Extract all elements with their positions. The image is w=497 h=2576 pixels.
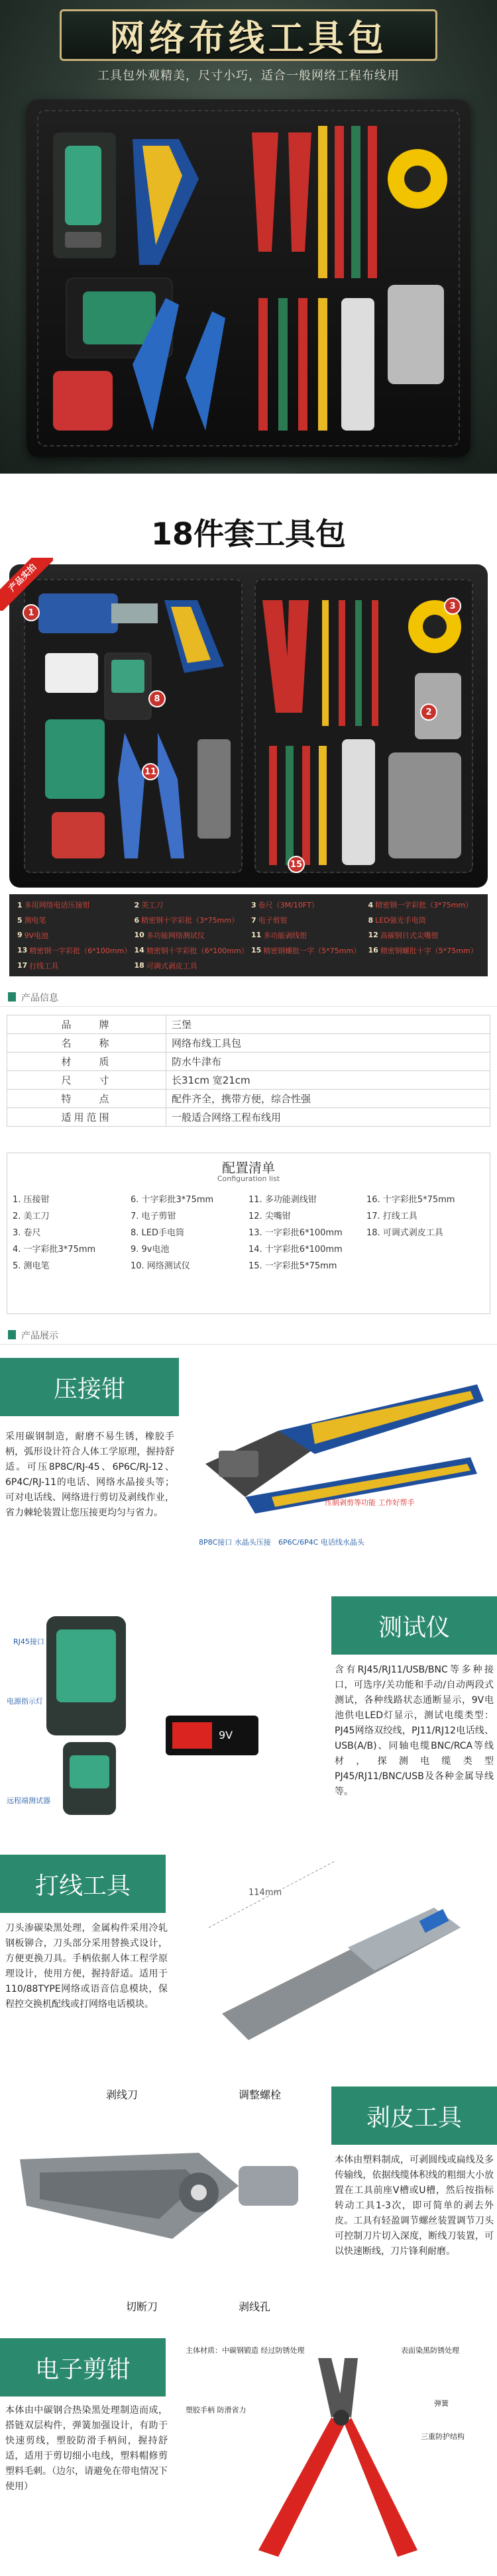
section-header-info — [0, 987, 497, 1007]
info-value: 网络布线工具包 — [166, 1034, 490, 1053]
info-key: 品 牌 — [7, 1015, 166, 1034]
kit-marker-1: 1 — [23, 604, 40, 621]
legend-label: 测电笔 — [24, 916, 46, 925]
stripper-illustration — [0, 2073, 325, 2325]
cutter-panel — [0, 2332, 497, 2576]
legend-number: 18 — [134, 961, 144, 970]
info-value: 防水牛津布 — [166, 1053, 490, 1071]
legend-label: 精密钢螺批十字（5*75mm） — [380, 946, 478, 955]
config-item: 12. 尖嘴钳 — [248, 1211, 291, 1221]
info-key: 尺 寸 — [7, 1071, 166, 1090]
stripper-note-2: 调整螺栓 — [239, 2088, 282, 2101]
stripper-note-3: 切断刀 — [126, 2300, 158, 2313]
hero-banner — [0, 0, 497, 474]
config-columns — [13, 1192, 484, 1274]
stripper-panel — [0, 2073, 497, 2332]
legend-item — [368, 945, 480, 956]
kit-bag-image — [9, 564, 488, 888]
cutter-desc: 本体由中碳钢合热染黑处理制造而成，搭链双层构件，弹簧加强设计，有助于快速剪线，塑胶防滑手柄间，握持舒适，适用于剪切细小电线，塑料帽修剪塑料毛刺。（边尔，请避免在带电情况下使用） — [5, 2405, 168, 2492]
set-heading: 18件套工具包 — [150, 516, 346, 552]
legend-item — [135, 960, 247, 971]
legend-item — [17, 945, 132, 956]
section-title-display: 产品展示 — [21, 1331, 58, 1341]
tester-note-2: 电源指示灯 — [7, 1697, 43, 1706]
live-shot-ribbon — [0, 558, 53, 611]
legend-item — [251, 915, 363, 926]
cutter-tag: 电子剪钳 — [0, 2338, 166, 2396]
legend-label: 精密钢一字彩批（3*75mm） — [375, 901, 473, 910]
stripper-note-4: 剥线孔 — [239, 2300, 271, 2313]
kit-marker-15: 15 — [288, 856, 305, 873]
config-list — [7, 1153, 490, 1314]
config-item: 17. 打线工具 — [366, 1211, 417, 1221]
kit-right-panel — [254, 579, 473, 873]
crimper-note-3: 6P6C/6P4C 电话线水晶头 — [278, 1538, 364, 1547]
legend-item — [135, 900, 247, 911]
legend-item — [135, 915, 247, 926]
legend-label: 精密钢螺批一字（5*75mm） — [263, 946, 361, 955]
info-value: 配件齐全，携带方便，综合性强 — [166, 1090, 490, 1108]
config-item: 5. 测电笔 — [13, 1261, 50, 1271]
hero-tools-illustration — [27, 99, 470, 457]
legend-item — [17, 930, 129, 941]
section-title-info: 产品信息 — [21, 993, 58, 1004]
config-item: 6. 十字彩批3*75mm — [131, 1195, 214, 1205]
config-title: 配置清单 — [222, 1160, 275, 1176]
legend-number: 11 — [251, 931, 262, 940]
kit-left-panel — [24, 579, 243, 873]
cutter-note-1: 表面染黑防锈处理 — [401, 2346, 459, 2355]
cutter-note-2: 弹簧 — [434, 2399, 449, 2408]
legend-label: 多用网络电话压接钳 — [24, 901, 90, 910]
info-row — [7, 1108, 490, 1127]
legend-item — [17, 960, 129, 971]
config-column — [13, 1192, 131, 1274]
punch-length: 114mm — [248, 1888, 282, 1898]
legend-number: 2 — [134, 900, 140, 909]
config-column — [131, 1192, 248, 1274]
config-subtitle: Configuration list — [217, 1174, 280, 1183]
kit-marker-3: 3 — [444, 597, 461, 615]
config-item: 16. 十字彩批5*75mm — [366, 1195, 455, 1205]
config-item: 1. 压接钳 — [13, 1195, 50, 1205]
legend-label: 精密钢十字彩批（3*75mm） — [141, 916, 239, 925]
kit-marker-2: 2 — [420, 703, 437, 721]
tester-tag: 测试仪 — [331, 1596, 497, 1655]
legend-item — [251, 930, 363, 941]
legend-label: 美工刀 — [141, 901, 164, 910]
legend-number: 7 — [251, 915, 256, 925]
legend-number: 13 — [17, 946, 28, 955]
cutter-note-4: 主体材质：中碳钢锻造 经过防锈处理 — [186, 2346, 305, 2355]
legend-label: 精密钢十字彩批（6*100mm） — [146, 946, 248, 955]
legend-number: 12 — [368, 931, 378, 940]
stripper-desc: 本体由塑料制成，可剥圆线或扁线及多传输线，依据线缆体积线的粗细大小放置在工具前座V槽或U槽，然后按指标转动工具1-3次，即可简单的剥去外皮。工具有轻盈调节螺丝装置调节刀头可控制刀片切入深度，断线刀装置，可以快速断线，刀片锋利耐磨。 — [335, 2155, 494, 2257]
product-info-table — [7, 1015, 490, 1127]
info-value: 三堡 — [166, 1015, 490, 1034]
stripper-tag: 剥皮工具 — [331, 2087, 497, 2145]
hero-subtitle: 工具包外观精美，尺寸小巧，适合一般网络工程布线用 — [97, 69, 400, 83]
legend-number: 5 — [17, 915, 23, 925]
hero-title: 网络布线工具包 — [109, 16, 388, 59]
config-item: 8. LED手电筒 — [131, 1228, 185, 1238]
legend-label: LED强光手电筒 — [375, 916, 426, 925]
legend-label: 多功能网络测试仪 — [146, 931, 205, 940]
config-item: 15. 一字彩批5*75mm — [248, 1261, 337, 1271]
battery-label: 9V — [219, 1729, 233, 1741]
kit-legend — [9, 894, 488, 976]
cutter-image — [179, 2332, 494, 2570]
kit-marker-8: 8 — [148, 690, 166, 707]
hero-tool-bag-image — [27, 99, 470, 457]
kit-right-tools — [256, 580, 474, 874]
info-row — [7, 1034, 490, 1053]
config-item: 10. 网络测试仪 — [131, 1261, 190, 1271]
legend-label: 高碳钢日式尖嘴钳 — [380, 931, 439, 940]
legend-label: 电子剪钳 — [258, 916, 288, 925]
legend-label: 可调式剥皮工具 — [146, 961, 197, 970]
legend-item — [17, 900, 129, 911]
legend-item — [368, 900, 480, 911]
legend-number: 4 — [368, 900, 374, 909]
config-item: 9. 9v电池 — [131, 1245, 170, 1255]
legend-number: 10 — [134, 931, 144, 940]
tester-note-1: RJ45接口 — [13, 1637, 44, 1646]
legend-label: 精密钢一字彩批（6*100mm） — [29, 946, 132, 955]
crimper-illustration — [192, 1371, 490, 1583]
config-item: 2. 美工刀 — [13, 1211, 50, 1221]
legend-label: 9V电池 — [24, 931, 49, 940]
crimper-image — [192, 1371, 490, 1583]
legend-number: 6 — [134, 915, 140, 925]
kit-left-tools — [25, 580, 244, 874]
config-item: 11. 多功能剥线钳 — [248, 1195, 317, 1205]
legend-number: 3 — [251, 900, 256, 909]
crimper-tag: 压接钳 — [0, 1358, 179, 1416]
legend-number: 1 — [17, 900, 23, 909]
config-item: 7. 电子剪钳 — [131, 1211, 176, 1221]
legend-item — [368, 930, 480, 941]
crimper-note-1: 压制剥剪等功能 工作好帮手 — [325, 1498, 415, 1507]
punch-tag: 打线工具 — [0, 1855, 166, 1913]
legend-number: 15 — [251, 946, 262, 955]
legend-item — [251, 945, 363, 956]
legend-label: 多功能剥线钳 — [263, 931, 307, 940]
info-row — [7, 1071, 490, 1090]
info-key: 材 质 — [7, 1053, 166, 1071]
kit-photo — [0, 558, 497, 982]
legend-label: 打线工具 — [29, 961, 59, 970]
legend-item — [251, 900, 363, 911]
info-row — [7, 1015, 490, 1034]
config-item: 14. 十字彩批6*100mm — [248, 1245, 343, 1255]
section-header-display — [0, 1325, 497, 1345]
config-item: 3. 卷尺 — [13, 1228, 41, 1238]
legend-number: 9 — [17, 931, 23, 940]
legend-item — [135, 945, 247, 956]
tester-panel — [0, 1590, 497, 1855]
config-column — [366, 1192, 484, 1274]
info-key: 名 称 — [7, 1034, 166, 1053]
ribbon-label: 产品实拍 — [0, 558, 53, 611]
punch-panel — [0, 1848, 497, 2073]
config-item: 4. 一字彩批3*75mm — [13, 1245, 96, 1255]
info-value: 一般适合网络工程布线用 — [166, 1108, 490, 1127]
crimper-panel — [0, 1351, 497, 1590]
legend-label: 卷尺（3M/10FT） — [258, 901, 319, 910]
legend-number: 8 — [368, 915, 374, 925]
legend-item — [368, 915, 480, 926]
config-item: 18. 可调式剥皮工具 — [366, 1228, 443, 1238]
tester-note-3: 远程端测试器 — [7, 1796, 50, 1805]
info-row — [7, 1053, 490, 1071]
info-value: 长31cm 宽21cm — [166, 1071, 490, 1090]
cutter-illustration — [179, 2332, 494, 2570]
cutter-note-3: 三重防护结构 — [421, 2432, 465, 2441]
kit-marker-11: 11 — [142, 763, 159, 780]
tester-desc: 含有RJ45/RJ11/USB/BNC等多种接口，可选序/关功能和手动/自动两段式测试，各种线路状态通断显示，9V电池供电LED灯显示，测试电缆类型：PJ45网络双绞线，PJ11/RJ12电话线、USB(A/B)、同轴电缆BNC/RCA等线材，探测电缆类型PJ45/RJ11/BNC/USB及各种金属导线等。 — [335, 1665, 494, 1797]
info-row — [7, 1090, 490, 1108]
legend-number: 16 — [368, 946, 378, 955]
tester-image — [0, 1596, 318, 1841]
punch-desc: 刀头渗碳染黑处理，金属构件采用冷轧钢板铆合，刀头部分采用替换式设计，方便更换刀具。手柄依据人体工程学原理设计，使用方便，握持舒适。适用于110/88TYPE网络或语音信息模块，保程控交换机配线或打网络电话模块。 — [5, 1923, 168, 2010]
legend-item — [135, 930, 247, 941]
stripper-note-1: 剥线刀 — [106, 2088, 138, 2101]
crimper-desc: 采用碳钢制造，耐磨不易生锈，橡胶手柄，弧形设计符合人体工学原理，握持舒适。可压8P8C/RJ-45、6P6C/RJ-12、6P4C/RJ-11的电话、网络水晶接头等；可对电话线、网络进行剪切及剥线作业，省力棘轮装置让您压接更均匀与省力。 — [5, 1431, 174, 1518]
config-item: 13. 一字彩批6*100mm — [248, 1228, 343, 1238]
cutter-note-5: 塑胶手柄 防滑省力 — [186, 2406, 247, 2414]
hero-title-plate — [60, 9, 437, 61]
punch-illustration — [182, 1848, 494, 2067]
legend-number: 14 — [134, 946, 144, 955]
punch-image — [182, 1848, 494, 2067]
config-column — [248, 1192, 366, 1274]
stripper-image — [0, 2073, 325, 2325]
legend-number: 17 — [17, 961, 28, 970]
info-key: 适用范围 — [7, 1108, 166, 1127]
crimper-note-2: 8P8C接口 水晶头压接 — [199, 1538, 271, 1547]
legend-item — [17, 915, 129, 926]
info-key: 特 点 — [7, 1090, 166, 1108]
